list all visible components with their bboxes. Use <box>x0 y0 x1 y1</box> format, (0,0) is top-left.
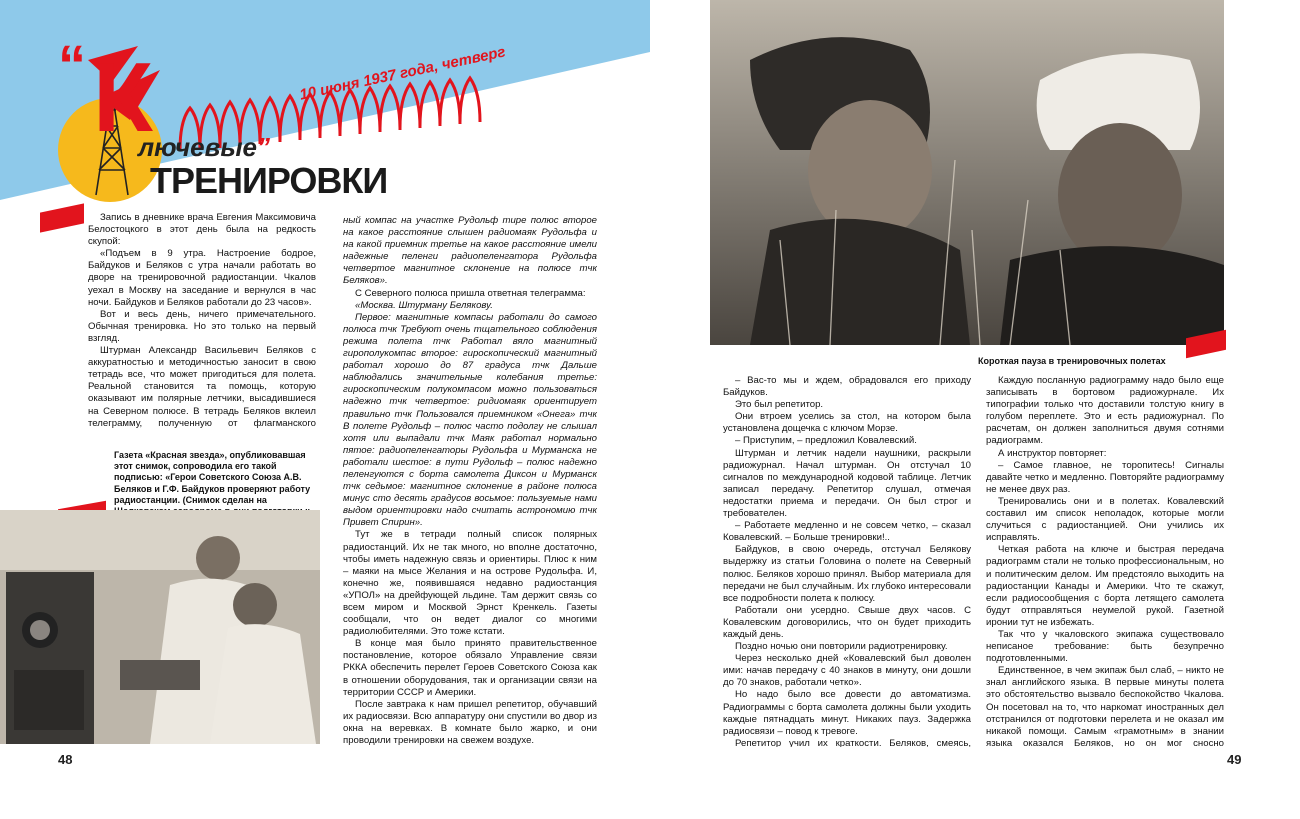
caption-right: Короткая пауза в тренировочных полетах <box>978 356 1166 366</box>
col4-paragraph: Единственное, в чем экипаж был слаб, – никто не знал английского языка. В первые минуты полета это обстоятельство вызвало беспокойство Чкалова. Он посетовал на то, что наркомат иностранных дел отстранился от подготовки перелета и не оказал им никакой помощи. Самым «грамотным» в знании языка оказался Беляков, но он мог сносно <box>986 665 1224 747</box>
quote-open: “ <box>58 33 86 96</box>
col3-body <box>723 375 971 747</box>
title-word-1 <box>138 132 270 163</box>
caption-left: Газета «Красная звезда», опубликовавшая этот снимок, сопроводила его такой подписью: «Герои Советского Союза А.В. Беляков и Г.Ф. Байдуков проверяют работу радиостанции. (Снимок сделан на <box>114 450 311 505</box>
col4-paragraph: Четкая работа на ключе и быстрая передача радиограмм стали не только профессиональным, но и политическим делом. Им предстояло выходить на радиостанции Канады и Америки. Что те скажут, если радиосообщения с борта летящего самолета будут отправляться неумелой рукой. Газетной иронии тут не избежать. <box>986 544 1224 628</box>
col3-paragraph: Они втроем уселись за стол, на котором была установлена дощечка с ключом Морзе. <box>723 411 971 435</box>
col4-paragraph: – Самое главное, не торопитесь! Сигналы давайте четко и медленно. Повторяйте радиограмму не менее двух раз. <box>986 459 1224 495</box>
photo-pilots-image <box>710 0 1224 345</box>
col3-paragraph: Работали они усердно. Свыше двух часов. С Ковалевским договорились, что он будет приходить каждый день. <box>723 604 971 640</box>
col3-paragraph: Байдуков, в свою очередь, отстучал Белякову выдержку из статьи Головина о полете на Северный полюс. Беляков хорошо принял. Выбор материала для передачи не был случайным. Их глубоко интересовали все подробности полета к полюсу. <box>723 544 971 604</box>
col4-paragraph: Так что у чкаловского экипажа существовало неписаное требование: быть безупречно подготовленными. <box>986 628 1224 665</box>
col2-paragraph: «Москва. Штурману Белякову. <box>355 299 493 311</box>
col1-paragraph: Запись в дневнике врача Евгения Максимовича Белостоцкого в этот день была на редкость скупой: <box>88 212 316 248</box>
col4-paragraph: Тренировались они и в полетах. Ковалевский составил им список неполадок, которые могли случиться с радиостанцией. Они учились их исправлять. <box>986 495 1224 544</box>
col3-paragraph: Но надо было все довести до автоматизма. Радиограммы с борта самолета должны были уходить каждые пятнадцать минут. Никаких пауз. Задержка радиосвязи – повод к тревоге. <box>723 689 971 737</box>
title-big-letter: К <box>93 42 153 152</box>
col4-paragraph: А инструктор повторяет: <box>998 447 1107 459</box>
col1-paragraph: Вот и весь день, ничего примечательного. Обычная тренировка. Но это только на первый взгляд. <box>88 308 316 344</box>
col2-body <box>343 215 597 747</box>
page-number-right: 49 <box>1227 752 1242 767</box>
col2-paragraph: Тут же в тетради полный список полярных радиостанций. Их не так много, но вполне достаточно, чтобы иметь надежную связь и ориентиры. Плюс к ним – маяки на мысе Желания и на острове Рудольфа. И, конечно же, появившаяся недавно радиостанция «УПОЛ» на дрейфующей льдине. Там держит связь со всем миром и Москвой Эрнст Кренкель. Газеты сообщали, что он ведет диалог со многими радиолюбителями. Это тоже кстати. <box>343 529 597 638</box>
col3-paragraph: – Работаете медленно и не совсем четко, – сказал Ковалевский. – Больше тренировки!.. <box>723 520 971 544</box>
col2-paragraph: С Северного полюса пришла ответная телеграмма: <box>355 287 586 299</box>
col1-paragraph: «Подъем в 9 утра. Настроение бодрое, Байдуков и Беляков с утра начали работать во дворе на тренировочной радиостанции. Чкалов уехал в Москву на заседание и вернулся в час ночи. Байдуков и Беляков работали до 23 часов». <box>88 248 316 308</box>
col2-paragraph: После завтрака к нам пришел репетитор, обучавший их радиосвязи. Всю аппаратуру они спустили во двор из окна на веревках. В комнате было жарко, и они проводили тренировки на свежем воздухе. <box>343 698 597 747</box>
photo-radio-operators <box>0 510 320 744</box>
col3-paragraph: – Вас-то мы и ждем, обрадовался его приходу Байдуков. <box>723 375 971 399</box>
col1-paragraph: Штурман Александр Васильевич Беляков с аккуратностью и методичностью заносит в свою тетрадь все, что может пригодиться для полета. Реальной становится та помощь, которую оказывают им полярные летчики, высадившиеся на Северном полюсе. В тетрадь Беляков вклеил телеграмму, полученную от флагманского <box>88 345 316 429</box>
page-number-left: 48 <box>58 752 73 767</box>
column-1 <box>88 212 316 430</box>
title-word-1-text: лючевые <box>138 132 258 162</box>
col3-paragraph: Через несколько дней «Ковалевский был доволен ими: начав передачу с 40 знаков в минуту, они дошли до 70 знаков, работали четко». <box>723 653 971 689</box>
photo-radio-operators-image <box>0 510 320 744</box>
col2-paragraph: ный компас на участке Рудольф тире полюс второе на какое расстояние слышен радиомаяк Рудольфа и на какой приемник третье на какое расстояние имели надежные пеленги радиопеленгатора Рудольфа четвертое магнитное склонение на полюсе тчк Беляков». <box>343 215 597 287</box>
col3-paragraph: Это был репетитор. <box>735 399 824 411</box>
col2-paragraph: В конце мая было принято правительственное постановление, которое обязало Управление связи РККА обеспечить перелет Героев Советского Союза как в отношении оборудования, так и организации связи на территории СССР и Америки. <box>343 638 597 698</box>
column-2 <box>343 215 597 747</box>
col2-paragraph: Первое: магнитные компасы работали до самого полюса тчк Требуют очень тщательного соблюдения режима полета тчк Работал вяло магнитный гирополукомпас второе: гироскопический магнитный работал хорошо до 87 градуса тчк Дальше наблюдались значительные колебания третье: гироскопическим полукомпасом можно пользоваться надежно тчк четвертое: ридиомаяк ориентирует правильно тчк Пользовался приемником «Онега» тчк В полете Рудольф – полюс часто подолгу не слышал хотя или выпадали тчк Маяк работал нормально пятое: радиопеленгаторы Рудольфа и Мурманска не работали шестое: в пути Рудольф – полюс надежно пеленгуются с борта самолета Диксон и Мурманск тчк седьмое: магнитное склонение в районе полюса минус сто десять градусов восьмое: пользуемые нами выдом ориентировки надо считать астрономию тчк Привет Спирин». <box>343 311 597 529</box>
col1-body <box>88 212 316 430</box>
col3-paragraph: Репетитор учил их краткости. Беляков, смеясь, <box>735 737 971 747</box>
quote-close: ” <box>257 132 271 162</box>
column-4 <box>986 375 1224 747</box>
col4-body <box>986 375 1224 747</box>
col3-paragraph: Поздно ночью они повторили радиотренировку. <box>735 641 948 653</box>
col3-paragraph: Штурман и летчик надели наушники, раскрыли радиожурнал. Начал штурман. Он отстучал 10 сигналов по международной кодовой таблице. Летчик записал передачу. Репетитор слушал, отмечая недостатки приема и передачи. Он был строг и требователен. <box>723 447 971 520</box>
col4-paragraph: Каждую посланную радиограмму надо было еще записывать в бортовом радиожурнале. Их типографии только что доставили толстую книгу в голубом переплете. Это и есть радиожурнал. По расчетам, он должен заполниться двумя сотнями радиограмм. <box>986 375 1224 447</box>
col3-paragraph: – Приступим, – предложил Ковалевский. <box>735 435 917 447</box>
photo-pilots-in-field <box>710 0 1224 345</box>
date-line: 10 июня 1937 года, четверг <box>298 43 507 104</box>
title-word-2: ТРЕНИРОВКИ <box>150 160 388 201</box>
column-3 <box>723 375 971 747</box>
